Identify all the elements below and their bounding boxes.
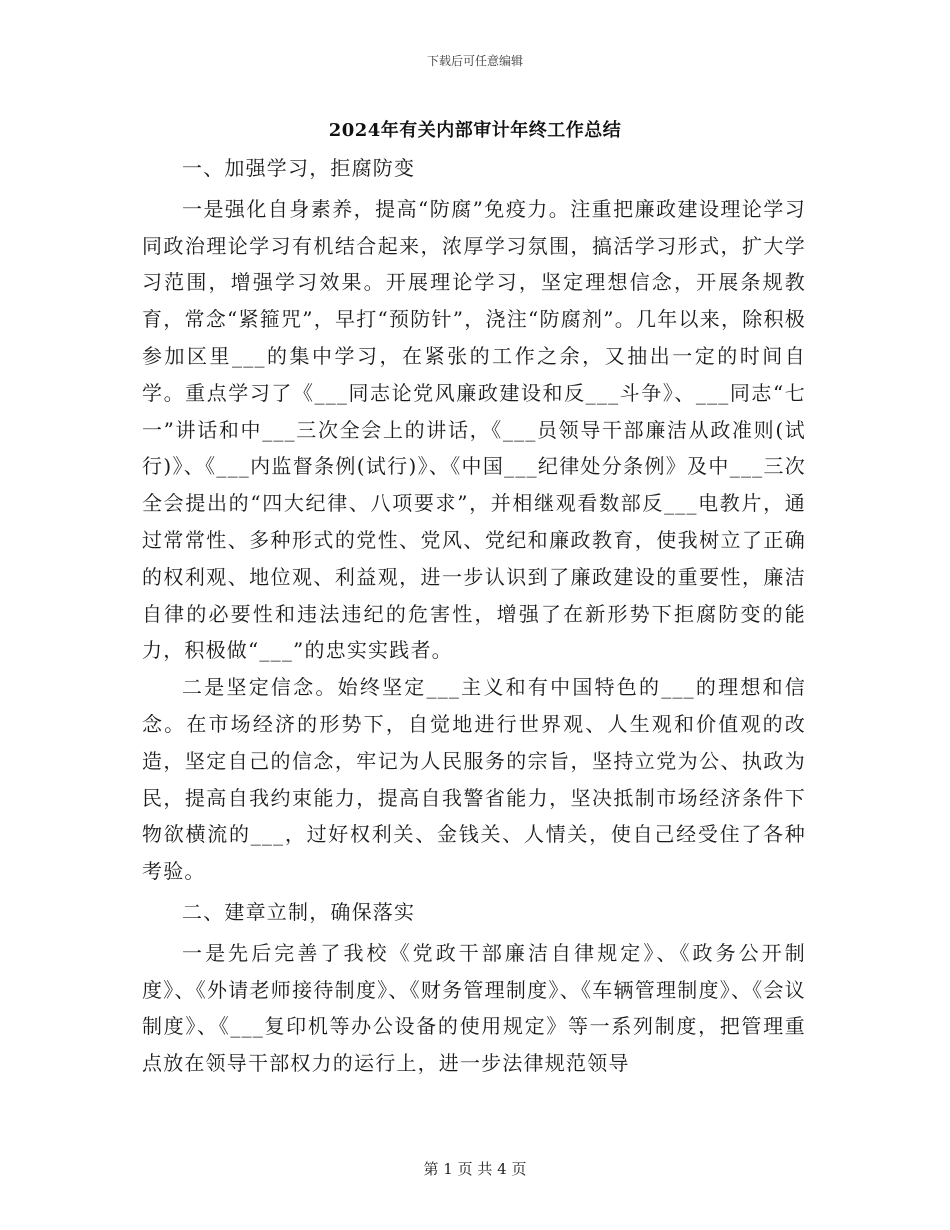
page-header-note: 下载后可任意编辑 — [426, 54, 523, 68]
paragraph-3: 一是先后完善了我校《党政干部廉洁自律规定》、《政务公开制度》、《外请老师接待制度》、《财务管理制度》、《车辆管理制度》、《会议制度》、《___复印机等办公设备的使用规定》等一系列制度，把管理重点放在领导干部权力的运行上，进一步法律规范领导 — [142, 940, 806, 1076]
paragraph-1: 一是强化自身素养，提高“防腐”免疫力。注重把廉政建设理论学习同政治理论学习有机结合起来，浓厚学习氛围，搞活学习形式，扩大学习范围，增强学习效果。开展理论学习，坚定理想信念，开展条规教育，常念“紧箍咒”，早打“预防针”，浇注“防腐剂”。几年以来，除积极参加区里___的集中学习，在紧张的工作之余，又抽出一定的时间自学。重点学习了《___同志论党风廉政建设和反___斗争》、___同志“七一”讲话和中___三次全会上的讲话，《___员领导干部廉洁从政准则(试行)》、《___内监督条例(试行)》、《中国___纪律处分条例》及中___三次全会提出的“四大纪律、八项要求”，并相继观看数部反___电教片，通过常常性、多种形式的党性、党风、党纪和廉政教育，使我树立了正确的权利观、地位观、利益观，进一步认识到了廉政建设的重要性，廉洁自律的必要性和违法违纪的危害性，增强了在新形势下拒腐防变的能力，积极做“___”的忠实实践者。 — [142, 196, 806, 663]
page-number-footer: 第 1 页 共 4 页 — [423, 1160, 527, 1178]
document-body — [142, 146, 806, 1082]
section-heading-1: 一、加强学习，拒腐防变 — [182, 156, 416, 180]
paragraph-2: 二是坚定信念。始终坚定___主义和有中国特色的___的理想和信念。在市场经济的形势下，自觉地进行世界观、人生观和价值观的改造，坚定自己的信念，牢记为人民服务的宗旨，坚持立党为公、执政为民，提高自我约束能力，提高自我警省能力，坚决抵制市场经济条件下物欲横流的___，过好权利关、金钱关、人情关，使自己经受住了各种考验。 — [142, 675, 806, 884]
document-title: 2024年有关内部审计年终工作总结 — [328, 120, 622, 141]
section-heading-2: 二、建章立制，确保落实 — [182, 899, 416, 924]
